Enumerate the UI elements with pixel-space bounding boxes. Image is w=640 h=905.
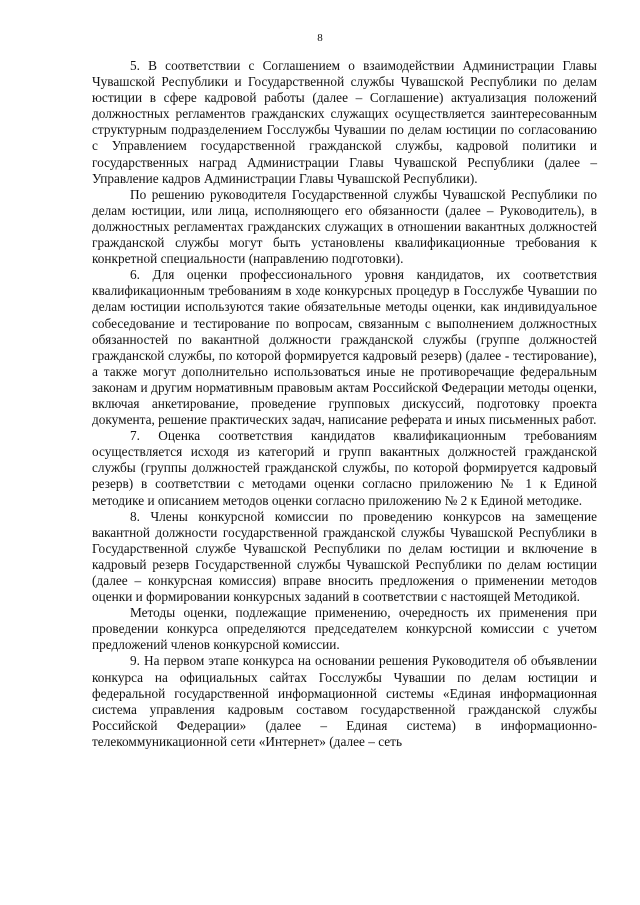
paragraph-8-continued: Методы оценки, подлежащие применению, очередность их применения при проведении конкурса определяются председателем конкурсной комиссии с учетом предложений членов конкурсной комиссии. — [92, 605, 597, 653]
paragraph-9: 9. На первом этапе конкурса на основании решения Руководителя об объявлении конкурса на официальных сайтах Госслужбы Чувашии по делам юстиции и федеральной государственной информационной системы «Единая информационная система управления кадровым составом государственной гражданской службы Российской Федерации» (далее – Единая система) в информационно-телекоммуникационной сети «Интернет» (далее – сеть — [92, 653, 597, 749]
paragraph-6: 6. Для оценки профессионального уровня кандидатов, их соответствия квалификационным требованиям в ходе конкурсных процедур в Госслужбе Чувашии по делам юстиции используются такие обязательные методы оценки, как индивидуальное собеседование и тестирование по вопросам, связанным с выполнением должностных обязанностей по вакантной должности гражданской службы (группе должностей гражданской службы, по которой формируется кадровый резерв) (далее - тестирование), а также могут дополнительно использоваться иные не противоречащие федеральным законам и другим нормативным правовым актам Российской Федерации методы оценки, включая анкетирование, проведение групповых дискуссий, подготовку проекта документа, решение практических задач, написание реферата и иных письменных работ. — [92, 267, 597, 428]
paragraph-5-continued: По решению руководителя Государственной службы Чувашской Республики по делам юстиции, или лица, исполняющего его обязанности (далее – Руководитель), в должностных регламентах гражданских служащих в отношении вакантных должностей гражданской службы могут быть установлены квалификационные требования к конкретной специальности (направлению подготовки). — [92, 186, 597, 267]
document-body — [92, 58, 597, 750]
paragraph-5: 5. В соответствии с Соглашением о взаимодействии Администрации Главы Чувашской Республики и Государственной службы Чувашской Республики по делам юстиции в сфере кадровой работы (далее – Соглашение) актуализация положений должностных регламентов гражданских служащих осуществляется заинтересованным структурным подразделением Госслужбы Чувашии по делам юстиции по согласованию с Управлением государственной гражданской службы, кадровой политики и государственных наград Администрации Главы Чувашской Республики (далее – Управление кадров Администрации Главы Чувашской Республики). — [92, 58, 597, 186]
page-number: 8 — [317, 32, 323, 44]
paragraph-7: 7. Оценка соответствия кандидатов квалификационным требованиям осуществляется исходя из категорий и групп вакантных должностей гражданской службы (группы должностей гражданской службы, по которой формируется кадровый резерв) в соответствии с методами оценки согласно приложению № 1 к Единой методике и описанием методов оценки согласно приложению № 2 к Единой методике. — [92, 428, 597, 508]
paragraph-8: 8. Члены конкурсной комиссии по проведению конкурсов на замещение вакантной должности государственной гражданской службы Чувашской Республики в Государственной службе Чувашской Республики по делам юстиции и включение в кадровый резерв Государственной службы Чувашской Республики по делам юстиции (далее – конкурсная комиссия) вправе вносить предложения о применении методов оценки и формировании конкурсных заданий в соответствии с настоящей Методикой. — [92, 508, 597, 605]
